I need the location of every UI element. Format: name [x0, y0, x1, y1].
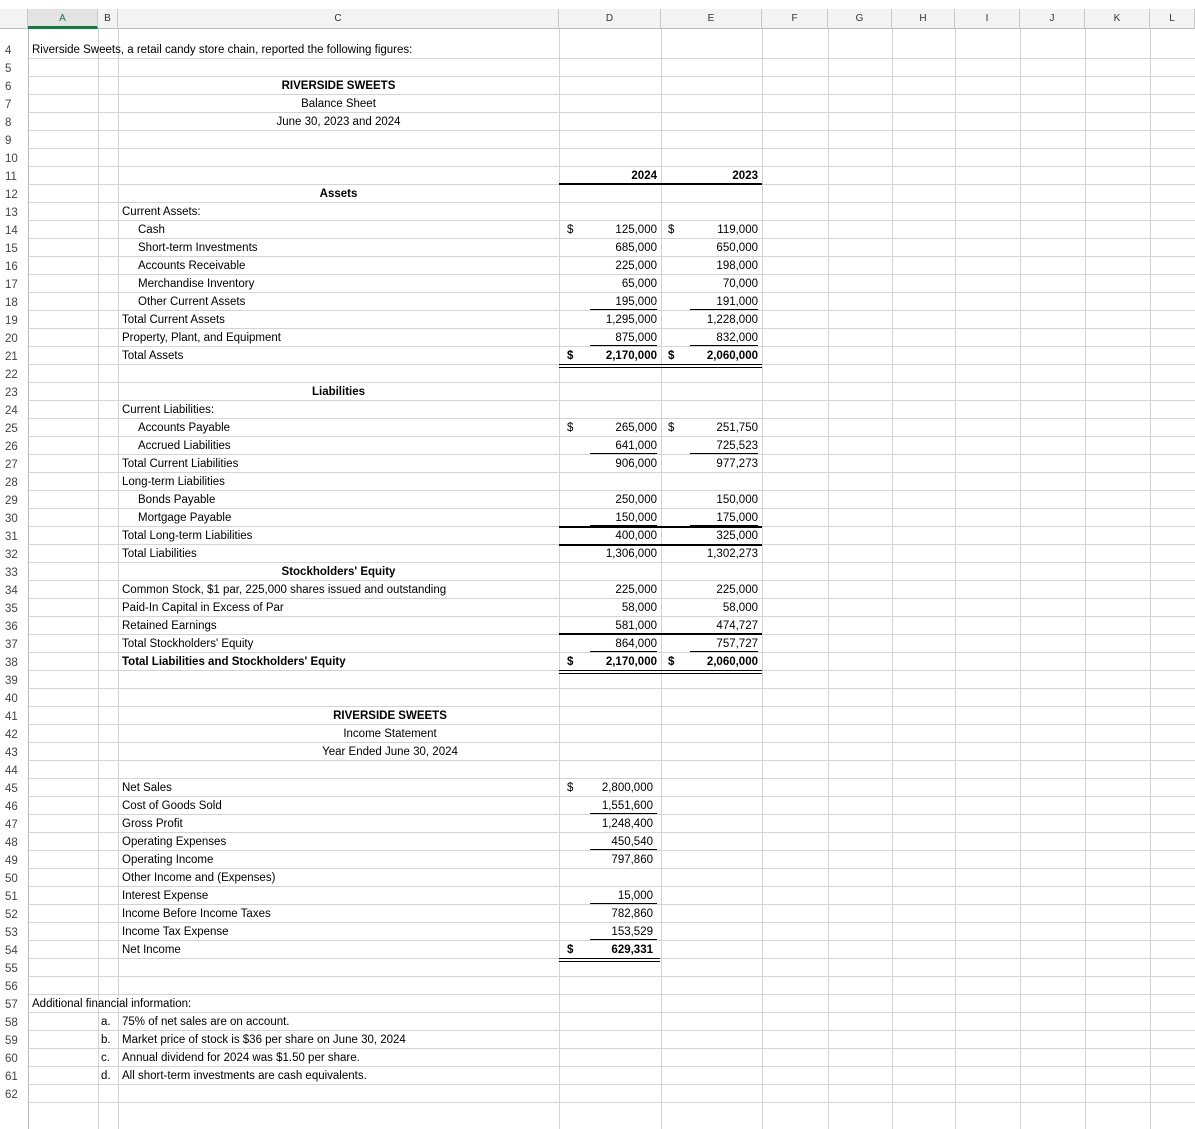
intro-text: Riverside Sweets, a retail candy store chain, reported the following figures: [32, 44, 413, 56]
other-income-label: Other Income and (Expenses) [122, 872, 276, 884]
value-2024-tca: 1,295,000 [605, 314, 657, 326]
additional-item-letter: c. [101, 1052, 110, 1064]
dollar-sign: $ [668, 422, 675, 434]
value-2023-re: 474,727 [716, 620, 758, 632]
additional-item-text: All short-term investments are cash equivalents. [122, 1070, 367, 1082]
additional-item-text: Market price of stock is $36 per share on June 30, 2024 [122, 1034, 406, 1046]
value-2023-ar: 198,000 [716, 260, 758, 272]
formula-bar-edge [0, 0, 1195, 9]
value-2023-bonds: 150,000 [716, 494, 758, 506]
dollar-sign: $ [567, 782, 574, 794]
label-sti: Short-term Investments [138, 242, 258, 254]
label-ibt: Income Before Income Taxes [122, 908, 271, 920]
label-cash: Cash [138, 224, 165, 236]
value-2024-cs: 225,000 [615, 584, 657, 596]
dollar-sign: $ [567, 350, 574, 362]
value-2024-tse: 864,000 [615, 638, 657, 650]
row-header-56[interactable]: 56 [5, 981, 18, 993]
label-opex: Operating Expenses [122, 836, 227, 848]
underline-interest [590, 903, 657, 904]
value-2023-cash: 119,000 [717, 224, 758, 236]
value-2024-ap: 265,000 [615, 422, 657, 434]
thick-line-re [559, 633, 762, 635]
row-header-24[interactable]: 24 [5, 405, 18, 417]
label-gp: Gross Profit [122, 818, 183, 830]
is-title: Income Statement [343, 728, 437, 740]
value-2023-cs: 225,000 [716, 584, 758, 596]
value-2024-ppe: 875,000 [615, 332, 657, 344]
underline-tse-2024 [590, 651, 657, 652]
column-gridline [762, 29, 763, 1129]
row-header-20[interactable]: 20 [5, 333, 18, 345]
row-header-39[interactable]: 39 [5, 675, 18, 687]
label-re: Retained Earnings [122, 620, 217, 632]
row-header-26[interactable]: 26 [5, 441, 18, 453]
row-header-15[interactable]: 15 [5, 243, 18, 255]
column-gridline [661, 29, 662, 1129]
underline-tax [590, 939, 657, 940]
value-2023-tlse: 2,060,000 [706, 656, 758, 668]
bs-company-title: RIVERSIDE SWEETS [281, 80, 396, 92]
additional-info-heading: Additional financial information: [32, 998, 192, 1010]
label-ppe: Property, Plant, and Equipment [122, 332, 281, 344]
row-header-61[interactable]: 61 [5, 1071, 18, 1083]
row-header-55[interactable]: 55 [5, 963, 18, 975]
row-header-35[interactable]: 35 [5, 603, 18, 615]
label-tca: Total Current Assets [122, 314, 225, 326]
row-header-46[interactable]: 46 [5, 801, 18, 813]
row-header-9[interactable]: 9 [5, 135, 12, 147]
column-gridline [1150, 29, 1151, 1129]
row-header-48[interactable]: 48 [5, 837, 18, 849]
row-header-18[interactable]: 18 [5, 297, 18, 309]
column-header-i[interactable]: I [955, 9, 1020, 29]
year-2024-header: 2024 [631, 170, 657, 182]
label-tax: Income Tax Expense [122, 926, 229, 938]
row-header-51[interactable]: 51 [5, 891, 18, 903]
double-underline-net-income [559, 958, 660, 962]
underline-ppe-2023 [690, 345, 758, 346]
row-header-52[interactable]: 52 [5, 909, 18, 921]
row-header-13[interactable]: 13 [5, 207, 18, 219]
row-header-59[interactable]: 59 [5, 1035, 18, 1047]
row-header-6[interactable]: 6 [5, 81, 12, 93]
label-ar: Accounts Receivable [138, 260, 246, 272]
row-header-12[interactable]: 12 [5, 189, 18, 201]
current-assets-label: Current Assets: [122, 206, 201, 218]
thick-line-ltl [559, 544, 762, 546]
underline-accr-2023 [690, 453, 758, 454]
value-2024-inv: 65,000 [621, 278, 657, 290]
underline-opex [590, 849, 657, 850]
row-header-10[interactable]: 10 [5, 153, 18, 165]
value-2024-re: 581,000 [615, 620, 657, 632]
additional-item-letter: a. [101, 1016, 111, 1028]
row-header-5[interactable]: 5 [5, 63, 12, 75]
value-ibt: 782,860 [611, 908, 653, 920]
label-tl: Total Liabilities [122, 548, 197, 560]
label-cs: Common Stock, $1 par, 225,000 shares issued and outstanding [122, 584, 447, 596]
value-2024-tlse: 2,170,000 [605, 656, 657, 668]
column-gridline [892, 29, 893, 1129]
underline-cogs [590, 813, 657, 814]
row-header-17[interactable]: 17 [5, 279, 18, 291]
value-2023-inv: 70,000 [722, 278, 758, 290]
column-header-b[interactable]: B [98, 9, 118, 29]
value-2023-pic: 58,000 [722, 602, 758, 614]
select-all-corner[interactable] [0, 9, 28, 29]
dollar-sign: $ [668, 350, 675, 362]
column-header-l[interactable]: L [1150, 9, 1195, 29]
column-gridline [1085, 29, 1086, 1129]
value-2023-ppe: 832,000 [716, 332, 758, 344]
value-2024-bonds: 250,000 [615, 494, 657, 506]
row-header-62[interactable]: 62 [5, 1089, 18, 1101]
dollar-sign: $ [668, 224, 675, 236]
row-header-8[interactable]: 8 [5, 117, 12, 129]
value-2023-mort: 175,000 [716, 512, 758, 524]
row-header-25[interactable]: 25 [5, 423, 18, 435]
column-header-c[interactable]: C [118, 9, 559, 29]
row-header-36[interactable]: 36 [5, 621, 18, 633]
row-header-43[interactable]: 43 [5, 747, 18, 759]
additional-item-text: 75% of net sales are on account. [122, 1016, 290, 1028]
label-cogs: Cost of Goods Sold [122, 800, 222, 812]
long-term-liabilities-label: Long-term Liabilities [122, 476, 225, 488]
row-header-28[interactable]: 28 [5, 477, 18, 489]
row-header-19[interactable]: 19 [5, 315, 18, 327]
underline-accr-2024 [590, 453, 657, 454]
value-2023-oca: 191,000 [716, 296, 758, 308]
dollar-sign: $ [567, 422, 574, 434]
column-gridline [955, 29, 956, 1129]
value-2023-ap: 251,750 [716, 422, 758, 434]
row-header-54[interactable]: 54 [5, 945, 18, 957]
value-tax: 153,529 [611, 926, 653, 938]
value-2024-oca: 195,000 [615, 296, 657, 308]
row-header-45[interactable]: 45 [5, 783, 18, 795]
value-cogs: 1,551,600 [601, 800, 653, 812]
value-2024-cash: 125,000 [615, 224, 657, 236]
additional-item-letter: b. [101, 1034, 111, 1046]
value-2023-tltl: 325,000 [716, 530, 758, 542]
thick-line-mortgage [559, 526, 762, 528]
row-header-31[interactable]: 31 [5, 531, 18, 543]
label-ni: Net Income [122, 944, 181, 956]
value-2023-accr: 725,523 [716, 440, 758, 452]
is-company-title: RIVERSIDE SWEETS [333, 710, 447, 722]
dollar-sign: $ [567, 656, 574, 668]
label-oi: Operating Income [122, 854, 214, 866]
row-header-4[interactable]: 4 [5, 45, 12, 57]
row-header-60[interactable]: 60 [5, 1053, 18, 1065]
liabilities-heading: Liabilities [311, 386, 366, 398]
row-header-38[interactable]: 38 [5, 657, 18, 669]
row-header-7[interactable]: 7 [5, 99, 12, 111]
row-header-21[interactable]: 21 [5, 351, 18, 363]
row-header-44[interactable]: 44 [5, 765, 18, 777]
underline-oca-2023 [690, 309, 758, 310]
row-header-50[interactable]: 50 [5, 873, 18, 885]
additional-item-letter: d. [101, 1070, 111, 1082]
value-2023-ta: 2,060,000 [706, 350, 758, 362]
row-header-33[interactable]: 33 [5, 567, 18, 579]
row-header-53[interactable]: 53 [5, 927, 18, 939]
row-header-29[interactable]: 29 [5, 495, 18, 507]
dollar-sign: $ [668, 656, 675, 668]
row-header-11[interactable]: 11 [5, 171, 17, 183]
row-header-34[interactable]: 34 [5, 585, 18, 597]
column-header-d[interactable]: D [559, 9, 661, 29]
value-2024-tcl: 906,000 [615, 458, 657, 470]
column-header-h[interactable]: H [892, 9, 955, 29]
dollar-sign: $ [567, 944, 574, 956]
column-header-a[interactable]: A [28, 9, 98, 29]
double-underline-total-assets [559, 364, 762, 368]
value-ni: 629,331 [611, 944, 653, 956]
label-pic: Paid-In Capital in Excess of Par [122, 602, 284, 614]
stockholders-equity-heading: Stockholders' Equity [281, 566, 396, 578]
row-header-30[interactable]: 30 [5, 513, 18, 525]
value-2023-sti: 650,000 [716, 242, 758, 254]
row-header-40[interactable]: 40 [5, 693, 18, 705]
value-2024-ar: 225,000 [615, 260, 657, 272]
value-2023-tl: 1,302,273 [706, 548, 758, 560]
value-2024-sti: 685,000 [615, 242, 657, 254]
label-tlse: Total Liabilities and Stockholders' Equity [122, 656, 346, 668]
underline-oca-2024 [590, 309, 657, 310]
label-inv: Merchandise Inventory [138, 278, 255, 290]
value-2024-tltl: 400,000 [615, 530, 657, 542]
underline-ppe-2024 [590, 345, 657, 346]
label-ap: Accounts Payable [138, 422, 231, 434]
label-ta: Total Assets [122, 350, 184, 362]
bs-date: June 30, 2023 and 2024 [276, 116, 401, 128]
value-2024-pic: 58,000 [621, 602, 657, 614]
value-2023-tcl: 977,273 [716, 458, 758, 470]
value-interest: 15,000 [617, 890, 653, 902]
column-header-f[interactable]: F [762, 9, 828, 29]
label-tcl: Total Current Liabilities [122, 458, 239, 470]
label-interest: Interest Expense [122, 890, 209, 902]
value-gp: 1,248,400 [601, 818, 653, 830]
is-period: Year Ended June 30, 2024 [322, 746, 458, 758]
row-header-41[interactable]: 41 [5, 711, 18, 723]
label-mort: Mortgage Payable [138, 512, 232, 524]
column-header-e[interactable]: E [661, 9, 762, 29]
label-accr: Accrued Liabilities [138, 440, 231, 452]
label-tltl: Total Long-term Liabilities [122, 530, 253, 542]
label-bonds: Bonds Payable [138, 494, 216, 506]
value-oi: 797,860 [611, 854, 653, 866]
row-header-23[interactable]: 23 [5, 387, 18, 399]
value-2023-tca: 1,228,000 [706, 314, 758, 326]
column-header-j[interactable]: J [1020, 9, 1085, 29]
row-header-32[interactable]: 32 [5, 549, 18, 561]
label-tse: Total Stockholders' Equity [122, 638, 254, 650]
value-net_sales: 2,800,000 [601, 782, 653, 794]
value-opex: 450,540 [611, 836, 653, 848]
row-header-57[interactable]: 57 [5, 999, 18, 1011]
row-header-58[interactable]: 58 [5, 1017, 18, 1029]
double-underline-tlse [559, 670, 762, 674]
label-oca: Other Current Assets [138, 296, 246, 308]
row-header-16[interactable]: 16 [5, 261, 18, 273]
current-liabilities-label: Current Liabilities: [122, 404, 215, 416]
row-header-27[interactable]: 27 [5, 459, 18, 471]
row-header-47[interactable]: 47 [5, 819, 18, 831]
year-header-underline [559, 183, 762, 185]
underline-tse-2023 [690, 651, 758, 652]
value-2024-accr: 641,000 [615, 440, 657, 452]
column-gridline [1020, 29, 1021, 1129]
row-header-37[interactable]: 37 [5, 639, 18, 651]
value-2024-tl: 1,306,000 [605, 548, 657, 560]
dollar-sign: $ [567, 224, 574, 236]
label-net_sales: Net Sales [122, 782, 172, 794]
value-2024-ta: 2,170,000 [605, 350, 657, 362]
bs-title: Balance Sheet [301, 98, 376, 110]
column-gridline [98, 29, 99, 1129]
assets-heading: Assets [319, 188, 358, 200]
column-header-g[interactable]: G [828, 9, 892, 29]
year-2023-header: 2023 [732, 170, 758, 182]
row-header-border [28, 29, 29, 1129]
value-2024-mort: 150,000 [615, 512, 657, 524]
column-header-k[interactable]: K [1085, 9, 1150, 29]
column-gridline [828, 29, 829, 1129]
row-header-22[interactable]: 22 [5, 369, 18, 381]
row-header-14[interactable]: 14 [5, 225, 18, 237]
row-header-49[interactable]: 49 [5, 855, 18, 867]
row-header-42[interactable]: 42 [5, 729, 18, 741]
column-gridline [559, 29, 560, 1129]
additional-item-text: Annual dividend for 2024 was $1.50 per share. [122, 1052, 360, 1064]
value-2023-tse: 757,727 [716, 638, 758, 650]
